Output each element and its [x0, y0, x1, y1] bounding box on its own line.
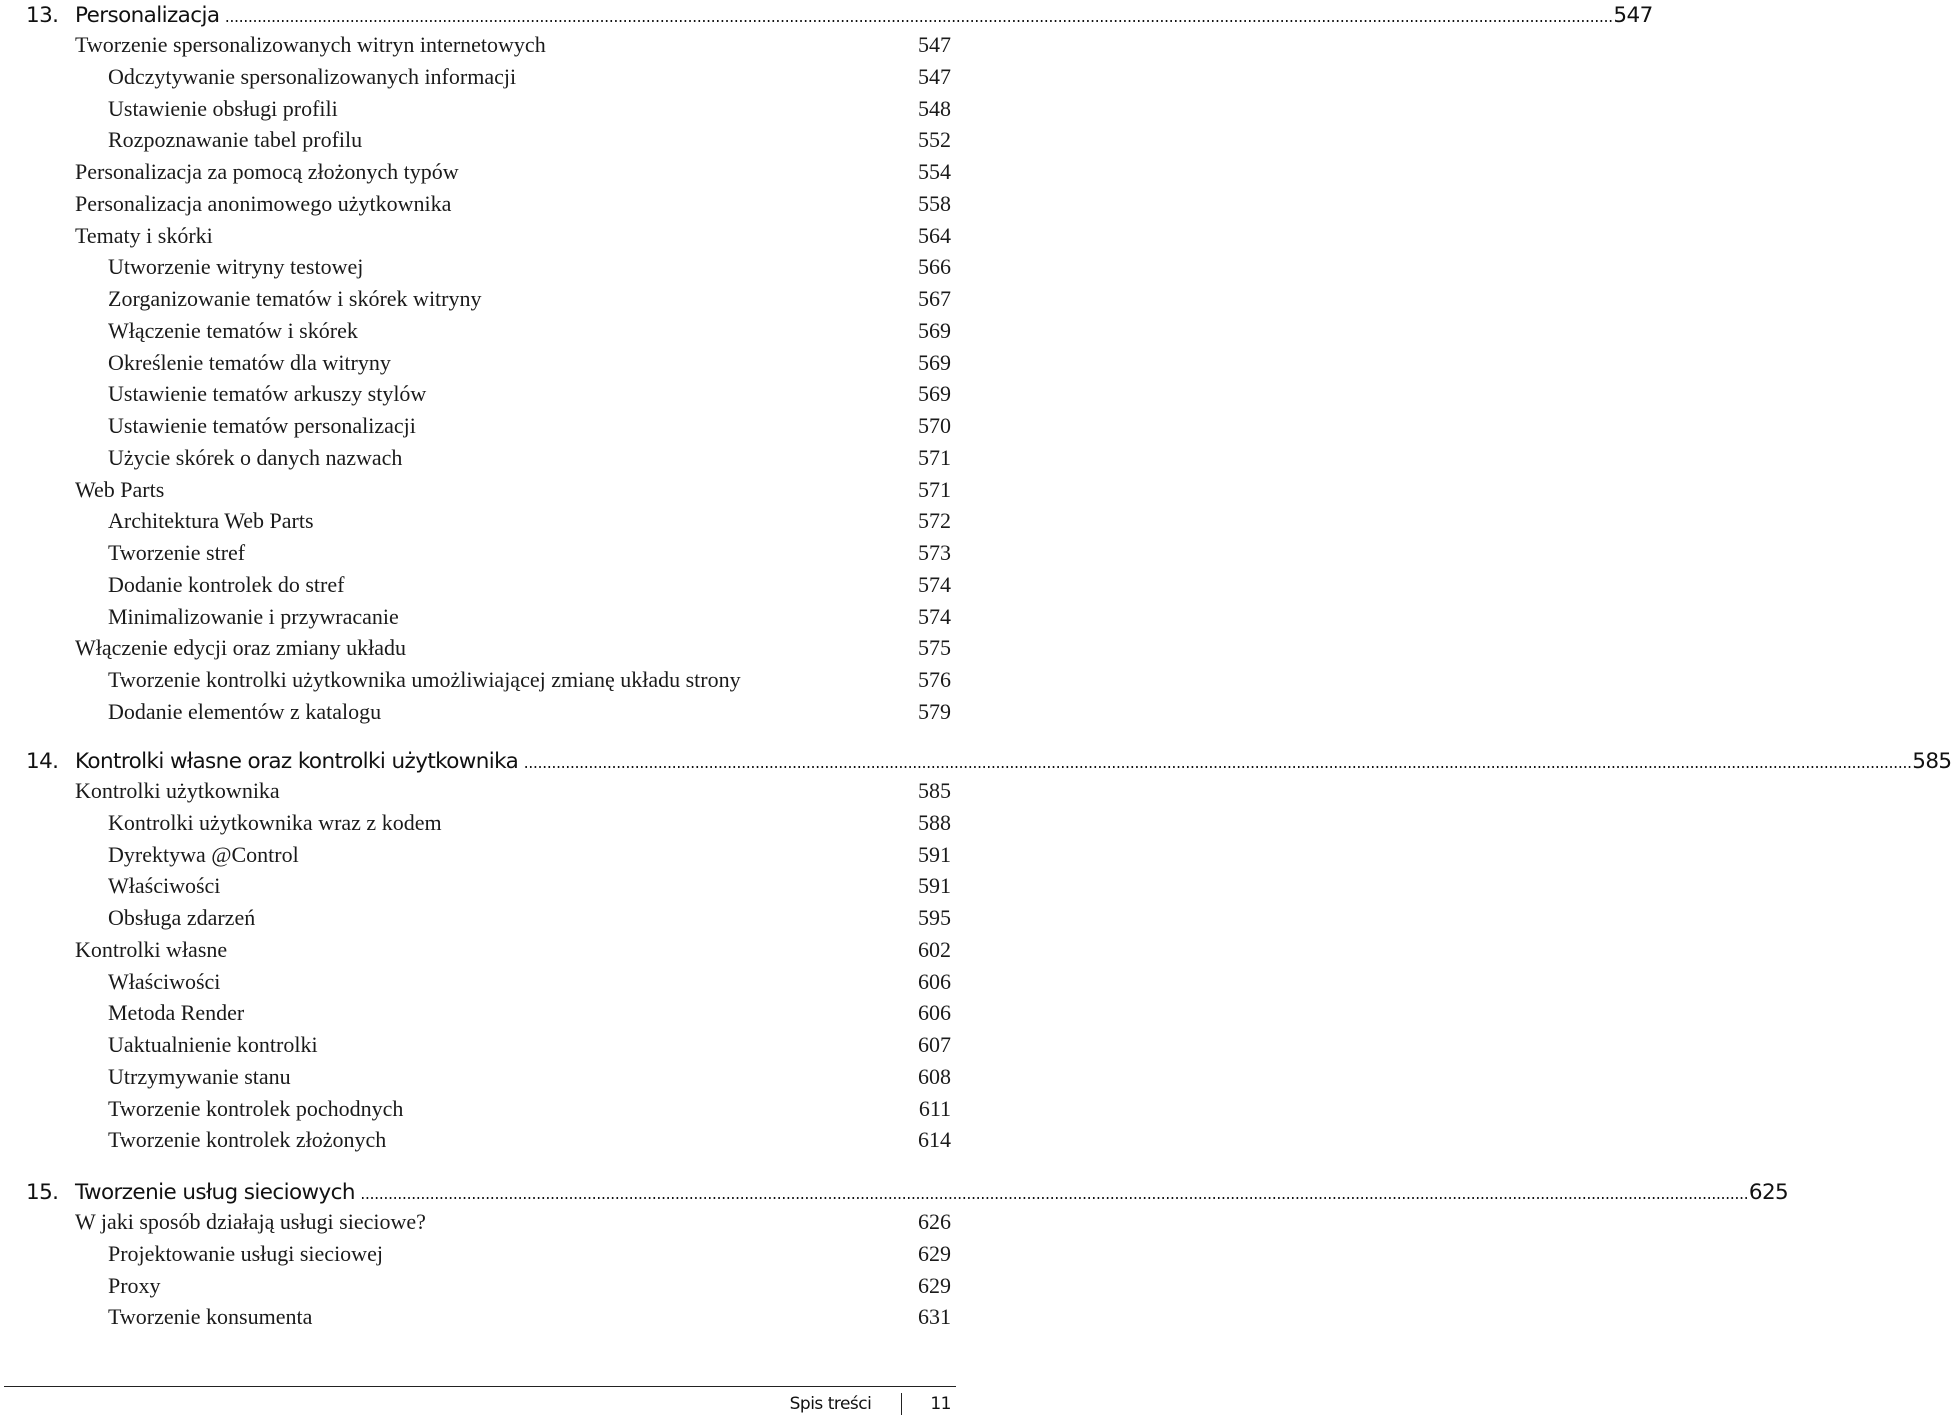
- entry-page-number: 629: [918, 1240, 951, 1266]
- entry-title: Personalizacja za pomocą złożonych typów: [75, 159, 459, 184]
- entry-page-number: 571: [918, 444, 951, 470]
- toc-subsection-entry[interactable]: [108, 350, 951, 378]
- footer-rule: [4, 1386, 956, 1387]
- entry-title: Metoda Render: [108, 1000, 245, 1026]
- entry-page-number: 564: [918, 222, 951, 248]
- entry-title: Tworzenie stref: [108, 540, 246, 565]
- toc-subsection-entry[interactable]: [108, 1032, 951, 1060]
- entry-title: Tworzenie kontrolek pochodnych: [108, 1095, 404, 1121]
- toc-subsection-entry[interactable]: [108, 254, 951, 282]
- toc-subsection-entry[interactable]: [108, 381, 951, 409]
- entry-page-number: 608: [918, 1063, 951, 1089]
- toc-subsection-entry[interactable]: [108, 64, 951, 92]
- toc-subsection-entry[interactable]: [108, 540, 951, 568]
- toc-section-entry[interactable]: [75, 778, 951, 806]
- entry-title: Włączenie edycji oraz zmiany układu: [75, 635, 407, 661]
- entry-title: Określenie tematów dla witryny: [108, 349, 391, 375]
- toc-subsection-entry[interactable]: [108, 1304, 951, 1332]
- toc-subsection-entry[interactable]: [108, 572, 951, 600]
- chapter-title: Personalizacja: [75, 3, 220, 28]
- toc-subsection-entry[interactable]: [108, 445, 951, 473]
- chapter-title: Kontrolki własne oraz kontrolki użytkownika: [75, 749, 519, 774]
- entry-page-number: 566: [918, 254, 951, 280]
- entry-page-number: 569: [918, 349, 951, 375]
- toc-subsection-entry[interactable]: [108, 699, 951, 727]
- toc-section-entry[interactable]: [75, 32, 951, 60]
- entry-page-number: 614: [918, 1127, 951, 1153]
- page-footer: [790, 1391, 951, 1417]
- chapter-page-number: 625: [1748, 1180, 1789, 1205]
- toc-subsection-entry[interactable]: [108, 1064, 951, 1092]
- chapter-page-number: 585: [1912, 749, 1951, 774]
- toc-subsection-entry[interactable]: [108, 1241, 951, 1269]
- toc-section-entry[interactable]: [75, 159, 951, 187]
- entry-title: Użycie skórek o danych nazwach: [108, 444, 403, 470]
- toc-section-entry[interactable]: [75, 191, 951, 219]
- dot-leader: ............................................................................................................................................................................................................................................................................................................: [522, 757, 1911, 772]
- entry-page-number: 552: [918, 127, 951, 153]
- toc-subsection-entry[interactable]: [108, 1096, 951, 1124]
- entry-title: W jaki sposób działają usługi sieciowe?: [75, 1209, 426, 1234]
- toc-section-entry[interactable]: [75, 477, 951, 505]
- entry-page-number: 607: [918, 1032, 951, 1057]
- entry-title: Kontrolki własne: [75, 936, 228, 962]
- entry-page-number: 591: [918, 873, 951, 899]
- entry-page-number: 574: [918, 571, 951, 597]
- entry-page-number: 575: [918, 635, 951, 661]
- entry-page-number: 626: [918, 1209, 951, 1234]
- entry-page-number: 606: [918, 1000, 951, 1026]
- toc-section-entry[interactable]: [75, 937, 951, 965]
- entry-title: Dodanie elementów z katalogu: [108, 698, 382, 724]
- entry-title: Włączenie tematów i skórek: [108, 317, 358, 343]
- footer-section-title: Spis treści: [789, 1394, 872, 1414]
- toc-subsection-entry[interactable]: [108, 667, 951, 695]
- entry-page-number: 547: [918, 32, 951, 57]
- toc-subsection-entry[interactable]: [108, 810, 951, 838]
- entry-title: Tematy i skórki: [75, 222, 213, 248]
- footer-page-number: 11: [930, 1394, 951, 1414]
- entry-title: Utworzenie witryny testowej: [108, 254, 364, 280]
- entry-page-number: 569: [918, 317, 951, 343]
- entry-title: Obsługa zdarzeń: [108, 905, 256, 930]
- toc-subsection-entry[interactable]: [108, 286, 951, 314]
- toc-subsection-entry[interactable]: [108, 604, 951, 632]
- entry-title: Rozpoznawanie tabel profilu: [108, 127, 363, 153]
- entry-page-number: 569: [918, 381, 951, 407]
- entry-page-number: 558: [918, 190, 951, 216]
- toc-subsection-entry[interactable]: [108, 905, 951, 933]
- entry-page-number: 574: [918, 603, 951, 629]
- entry-page-number: 585: [918, 778, 951, 803]
- entry-title: Właściwości: [108, 968, 221, 994]
- entry-page-number: 602: [918, 936, 951, 962]
- entry-page-number: 571: [918, 476, 951, 502]
- toc-subsection-entry[interactable]: [108, 842, 951, 870]
- chapter-page-number: 547: [1613, 3, 1653, 28]
- entry-page-number: 576: [918, 667, 951, 692]
- toc-subsection-entry[interactable]: [108, 96, 951, 124]
- toc-subsection-entry[interactable]: [108, 969, 951, 997]
- toc-subsection-entry[interactable]: [108, 1000, 951, 1028]
- entry-page-number: 631: [918, 1304, 951, 1330]
- entry-title: Ustawienie obsługi profili: [108, 95, 338, 121]
- entry-title: Ustawienie tematów personalizacji: [108, 413, 416, 438]
- entry-title: Zorganizowanie tematów i skórek witryny: [108, 286, 482, 311]
- entry-page-number: 629: [918, 1272, 951, 1298]
- entry-page-number: 595: [918, 905, 951, 930]
- toc-subsection-entry[interactable]: [108, 508, 951, 536]
- toc-section-entry[interactable]: [75, 635, 951, 663]
- entry-title: Web Parts: [75, 476, 165, 502]
- entry-title: Kontrolki użytkownika wraz z kodem: [108, 809, 442, 835]
- toc-subsection-entry[interactable]: [108, 873, 951, 901]
- toc-subsection-entry[interactable]: [108, 413, 951, 441]
- chapter-number: 15.: [26, 1180, 59, 1205]
- entry-page-number: 547: [918, 63, 951, 89]
- entry-page-number: 570: [918, 413, 951, 438]
- chapter-title: Tworzenie usług sieciowych: [75, 1180, 355, 1205]
- toc-subsection-entry[interactable]: [108, 1273, 951, 1301]
- entry-title: Projektowanie usługi sieciowej: [108, 1240, 383, 1266]
- entry-title: Kontrolki użytkownika: [75, 778, 280, 803]
- chapter-number: 14.: [26, 749, 59, 774]
- toc-section-entry[interactable]: [75, 223, 951, 251]
- entry-page-number: 572: [918, 508, 951, 534]
- entry-title: Właściwości: [108, 873, 221, 899]
- entry-title: Dodanie kontrolek do stref: [108, 571, 345, 597]
- entry-page-number: 588: [918, 809, 951, 835]
- entry-page-number: 591: [918, 841, 951, 867]
- entry-title: Ustawienie tematów arkuszy stylów: [108, 381, 427, 407]
- entry-title: Utrzymywanie stanu: [108, 1063, 291, 1089]
- chapter-number: 13.: [26, 3, 59, 28]
- entry-page-number: 548: [918, 95, 951, 121]
- toc-subsection-entry[interactable]: [108, 318, 951, 346]
- chapter-heading[interactable]: [26, 749, 1951, 779]
- toc-subsection-entry[interactable]: [108, 1127, 951, 1155]
- toc-section-entry[interactable]: [75, 1209, 951, 1237]
- entry-title: Tworzenie spersonalizowanych witryn internetowych: [75, 32, 546, 57]
- entry-title: Dyrektywa @Control: [108, 841, 299, 867]
- entry-title: Tworzenie kontrolki użytkownika umożliwiającej zmianę układu strony: [108, 667, 741, 692]
- entry-page-number: 579: [918, 698, 951, 724]
- entry-title: Tworzenie konsumenta: [108, 1304, 313, 1330]
- entry-title: Minimalizowanie i przywracanie: [108, 603, 399, 629]
- entry-title: Odczytywanie spersonalizowanych informacji: [108, 63, 517, 89]
- entry-title: Personalizacja anonimowego użytkownika: [75, 190, 452, 216]
- entry-title: Tworzenie kontrolek złożonych: [108, 1127, 387, 1153]
- entry-page-number: 573: [918, 540, 951, 565]
- entry-title: Uaktualnienie kontrolki: [108, 1032, 318, 1057]
- entry-title: Proxy: [108, 1272, 161, 1298]
- dot-leader: ............................................................................................................................................................................................................................................................................................................: [223, 11, 1612, 26]
- chapter-heading[interactable]: [26, 1180, 1789, 1210]
- dot-leader: ............................................................................................................................................................................................................................................................................................................: [358, 1188, 1747, 1203]
- entry-title: Architektura Web Parts: [108, 508, 314, 534]
- toc-subsection-entry[interactable]: [108, 127, 951, 155]
- entry-page-number: 606: [918, 968, 951, 994]
- entry-page-number: 554: [918, 159, 951, 184]
- entry-page-number: 567: [918, 286, 951, 311]
- footer-separator: [901, 1393, 902, 1415]
- entry-page-number: 611: [918, 1095, 951, 1121]
- chapter-heading[interactable]: [26, 3, 1653, 33]
